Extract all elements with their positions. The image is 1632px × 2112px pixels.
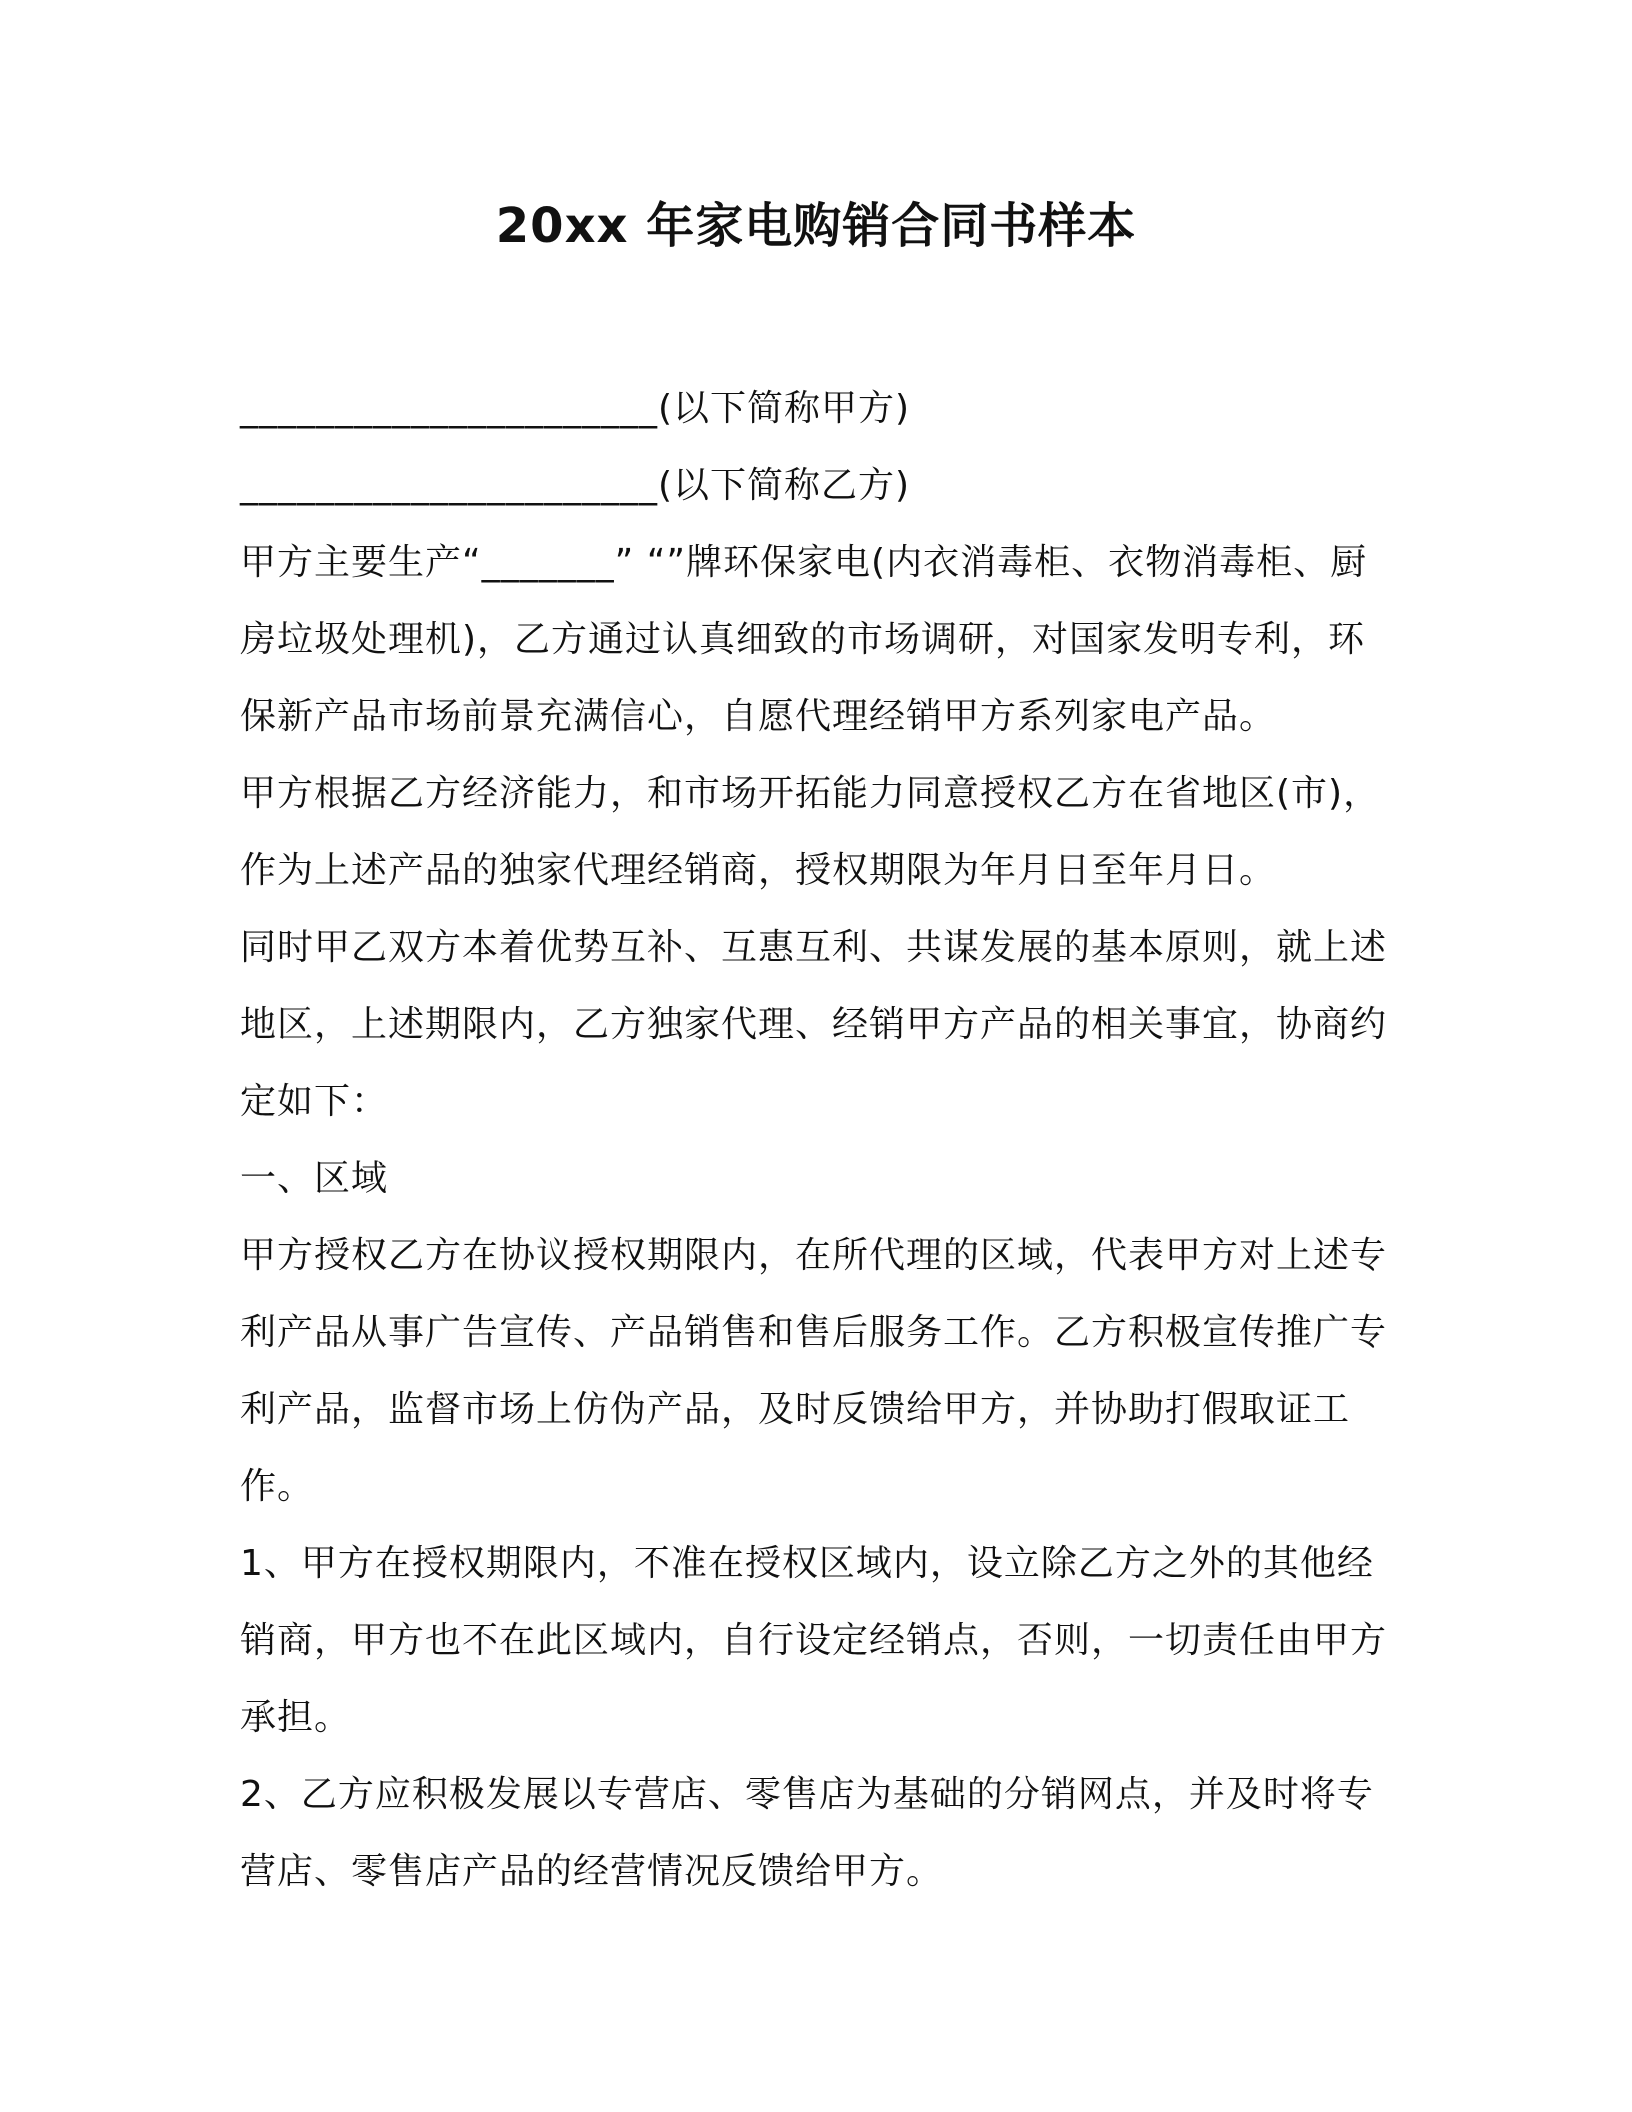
clause-2: 2、乙方应积极发展以专营店、零售店为基础的分销网点，并及时将专营店、零售店产品的经营情况反馈给甲方。 — [240, 1774, 1374, 1892]
clause-1: 1、甲方在授权期限内，不准在授权区域内，设立除乙方之外的其他经销商，甲方也不在此区域内，自行设定经销点，否则，一切责任由甲方承担。 — [240, 1543, 1388, 1738]
party-b-line: ______________________(以下简称乙方) — [240, 465, 911, 506]
party-a-line: ______________________(以下简称甲方) — [240, 388, 911, 429]
authorization-paragraph: 甲方根据乙方经济能力，和市场开拓能力同意授权乙方在省地区(市)，作为上述产品的独家代理经销商，授权期限为年月日至年月日。 — [240, 773, 1381, 891]
document-title: 20xx 年家电购销合同书样本 — [495, 198, 1137, 254]
region-paragraph: 甲方授权乙方在协议授权期限内，在所代理的区域，代表甲方对上述专利产品从事广告宣传、产品销售和售后服务工作。乙方积极宣传推广专利产品，监督市场上仿伪产品，及时反馈给甲方，并协助打假取证工作。 — [240, 1235, 1388, 1507]
document-body — [240, 370, 1400, 1910]
intro-paragraph: 甲方主要生产“_______” “”牌环保家电(内衣消毒柜、衣物消毒柜、厨房垃圾处理机)，乙方通过认真细致的市场调研，对国家发明专利，环保新产品市场前景充满信心，自愿代理经销甲方系列家电产品。 — [240, 542, 1368, 737]
section-heading-region: 一、区域 — [240, 1158, 389, 1199]
principle-paragraph: 同时甲乙双方本着优势互补、互惠互利、共谋发展的基本原则，就上述地区，上述期限内，乙方独家代理、经销甲方产品的相关事宜，协商约定如下： — [240, 927, 1388, 1122]
